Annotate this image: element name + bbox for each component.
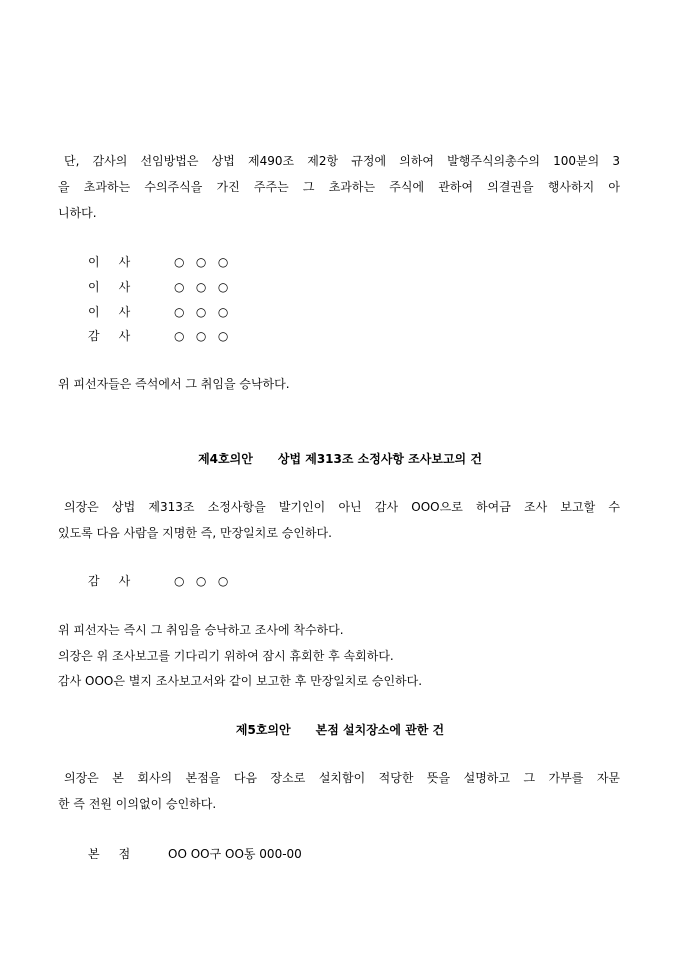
- agenda4-heading: 제4호의안 상법 제313조 소정사항 조사보고의 건: [198, 452, 482, 466]
- appointee-name: ○ ○ ○: [174, 329, 229, 343]
- paragraph-line: 을 초과하는 수의주식을 가진 주주는 그 초과하는 주식에 관하여 의결권을 행사하지 아: [58, 180, 620, 194]
- appointee-name: ○ ○ ○: [174, 255, 229, 269]
- appointee-name: ○ ○ ○: [174, 280, 229, 294]
- location-value: OO OO구 OO동 000-00: [168, 847, 302, 861]
- location-label: 본 점: [88, 847, 131, 861]
- paragraph-line: 한 즉 전원 이의없이 승인하다.: [58, 797, 217, 811]
- paragraph-line: 감사 OOO은 별지 조사보고서와 같이 보고한 후 만장일치로 승인하다.: [58, 674, 423, 688]
- appointee-title: 감 사: [88, 574, 131, 588]
- appointee-title: 이 사: [88, 255, 131, 269]
- paragraph-line: 단, 감사의 선임방법은 상법 제490조 제2항 규정에 의하여 발행주식의총수의 100분의 3: [64, 154, 620, 168]
- appointee-name: ○ ○ ○: [174, 305, 229, 319]
- appointee-title: 감 사: [88, 329, 131, 343]
- agenda5-heading: 제5호의안 본점 설치장소에 관한 건: [235, 723, 445, 737]
- appointee-title: 이 사: [88, 280, 131, 294]
- acceptance-statement: 위 피선자들은 즉석에서 그 취임을 승낙하다.: [58, 377, 290, 391]
- appointee-title: 이 사: [88, 305, 131, 319]
- paragraph-line: 의장은 본 회사의 본점을 다음 장소로 설치함이 적당한 뜻을 설명하고 그 가부를 자문: [64, 771, 620, 785]
- paragraph-line: 니하다.: [58, 206, 97, 220]
- paragraph-line: 위 피선자는 즉시 그 취임을 승낙하고 조사에 착수하다.: [58, 623, 344, 637]
- appointee-name: ○ ○ ○: [174, 574, 229, 588]
- paragraph-line: 있도록 다음 사람을 지명한 즉, 만장일치로 승인하다.: [58, 526, 332, 540]
- paragraph-line: 의장은 상법 제313조 소정사항을 발기인이 아닌 감사 OOO으로 하여금 조사 보고할 수: [64, 500, 620, 514]
- paragraph-line: 의장은 위 조사보고를 기다리기 위하여 잠시 휴회한 후 속회하다.: [58, 649, 394, 663]
